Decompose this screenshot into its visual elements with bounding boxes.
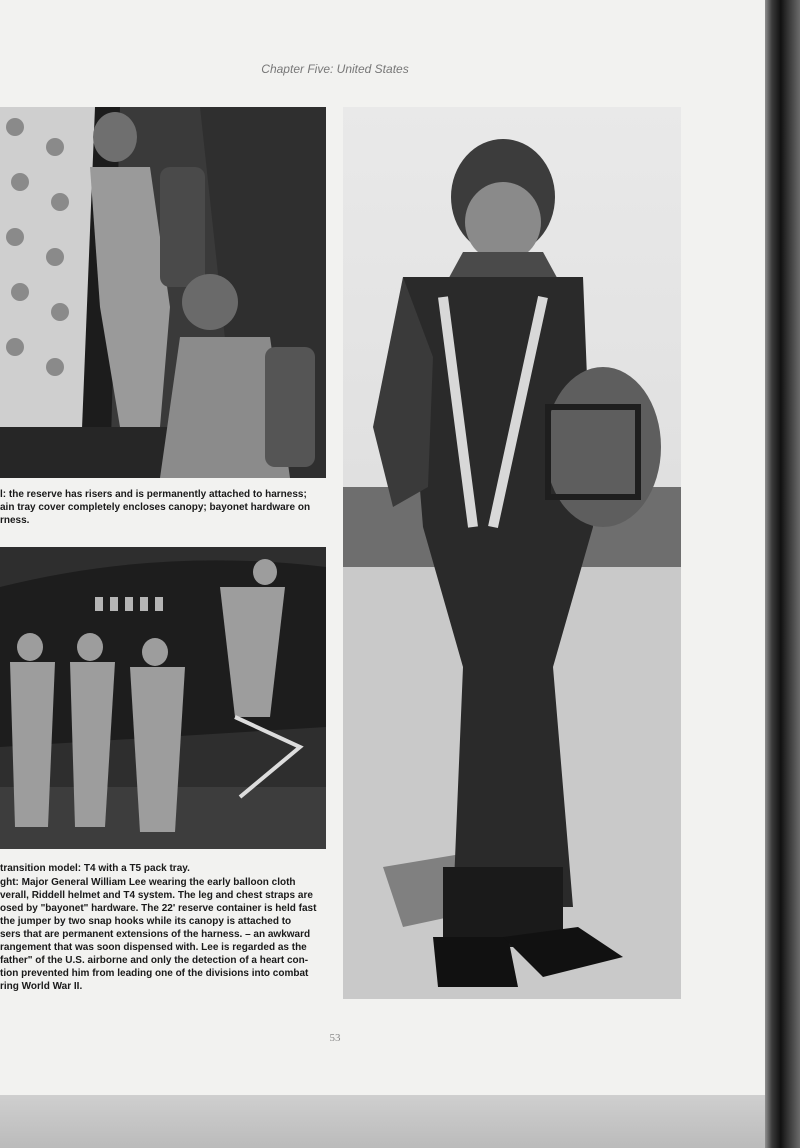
caption-line: ring World War II. [0, 981, 83, 992]
caption-main [0, 876, 330, 993]
caption-line: ght: Major General William Lee wearing the early balloon cloth [0, 877, 296, 888]
book-spine [765, 0, 800, 1148]
page-number: 53 [329, 1032, 341, 1044]
caption-line: verall, Riddell helmet and T4 system. The leg and chest straps are [0, 890, 313, 901]
page-bottom-edge [0, 1095, 765, 1148]
caption-line: the jumper by two snap hooks while its canopy is attached to [0, 916, 292, 927]
photo-jumpers-queue [0, 547, 326, 849]
caption-line: transition model: T4 with a T5 pack tray. [0, 863, 190, 874]
running-head: Chapter Five: United States [261, 62, 409, 76]
photo-general-lee-portrait [343, 107, 681, 999]
caption-line: l: the reserve has risers and is permanently attached to harness; [0, 489, 307, 500]
caption-middle-left [0, 862, 330, 875]
caption-line: father" of the U.S. airborne and only the detection of a heart con- [0, 955, 309, 966]
caption-line: rness. [0, 515, 30, 526]
caption-line: osed by "bayonet" hardware. The 22' reserve container is held fast [0, 903, 317, 914]
caption-line: ain tray cover completely encloses canopy; bayonet hardware on [0, 502, 311, 513]
caption-line: sers that are permanent extensions of the harness. – an awkward [0, 929, 311, 940]
caption-line: rangement that was soon dispensed with. Lee is regarded as the [0, 942, 307, 953]
caption-top-left [0, 488, 330, 527]
photo-boarding-aircraft [0, 107, 326, 478]
caption-line: tion prevented him from leading one of the divisions into combat [0, 968, 309, 979]
